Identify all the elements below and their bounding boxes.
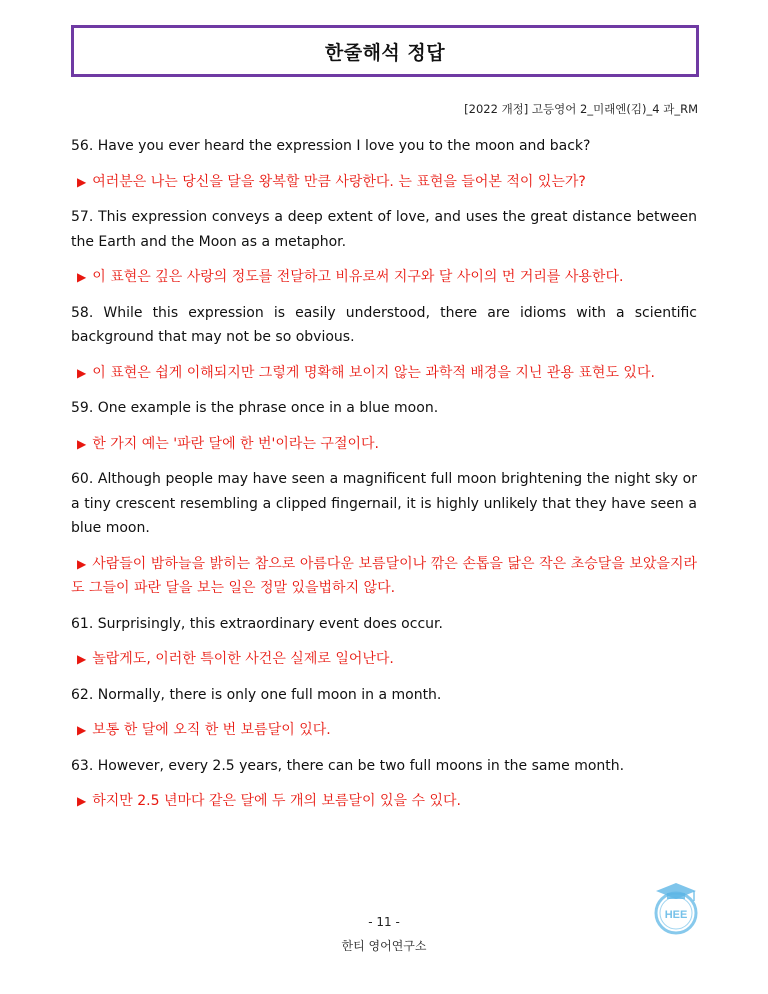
footer-organization: 한티 영어연구소 xyxy=(341,939,427,953)
arrow-icon: ▶ xyxy=(77,270,87,284)
list-item xyxy=(71,134,697,194)
translation-text: 사람들이 밤하늘을 밝히는 참으로 아름다운 보름달이나 깎은 손톱을 닮은 작은 초승달을 보았을지라도 그들이 파란 달을 보는 일은 정말 있을법하지 않다. xyxy=(71,555,697,596)
korean-translation xyxy=(71,361,697,386)
page-title: 한줄해석 정답 xyxy=(324,41,446,64)
korean-translation xyxy=(71,265,697,290)
list-item xyxy=(71,396,697,456)
arrow-icon: ▶ xyxy=(77,365,87,380)
english-sentence: 58. While this expression is easily understood, there are idioms with a scientific background that may not be so obvious. xyxy=(71,304,697,345)
arrow-icon: ▶ xyxy=(77,652,87,666)
translation-text: 이 표현은 쉽게 이해되지만 그렇게 명확해 보이지 않는 과학적 배경을 지닌 관용 표현도 있다. xyxy=(92,364,655,381)
arrow-icon: ▶ xyxy=(77,436,87,451)
korean-translation xyxy=(71,552,697,601)
list-item xyxy=(71,612,697,672)
korean-translation xyxy=(71,432,697,457)
korean-translation xyxy=(71,647,697,672)
english-sentence: 61. Surprisingly, this extraordinary event does occur. xyxy=(71,615,443,632)
translation-text: 하지만 2.5 년마다 같은 달에 두 개의 보름달이 있을 수 있다. xyxy=(92,793,461,809)
list-item xyxy=(71,301,697,386)
translation-text: 놀랍게도, 이러한 특이한 사건은 실제로 일어난다. xyxy=(92,651,394,667)
translation-text: 보통 한 달에 오직 한 번 보름달이 있다. xyxy=(92,722,331,738)
list-item xyxy=(71,754,697,814)
english-sentence: 63. However, every 2.5 years, there can be two full moons in the same month. xyxy=(71,757,625,774)
course-subtitle: [2022 개정] 고등영어 2_미래엔(김)_4 과_RM xyxy=(464,102,698,116)
english-sentence: 60. Although people may have seen a magnificent full moon brightening the night sky or a tiny crescent resembling a clipped fingernail, it is highly unlikely that they have seen a blue moon. xyxy=(71,471,697,536)
english-sentence: 56. Have you ever heard the expression I love you to the moon and back? xyxy=(71,138,591,154)
arrow-icon: ▶ xyxy=(77,174,87,189)
translation-text: 이 표현은 깊은 사랑의 정도를 전달하고 비유로써 지구와 달 사이의 먼 거리를 사용한다. xyxy=(92,269,624,285)
translation-text: 여러분은 나는 당신을 달을 왕복할 만큼 사랑한다. 는 표현을 들어본 적이 있는가? xyxy=(92,173,586,190)
korean-translation xyxy=(71,718,697,743)
title-box xyxy=(71,25,699,77)
arrow-icon: ▶ xyxy=(77,556,87,571)
korean-translation xyxy=(71,170,697,195)
arrow-icon: ▶ xyxy=(77,723,87,737)
logo-text: HEE xyxy=(664,909,688,921)
list-item xyxy=(71,205,697,290)
list-item xyxy=(71,683,697,743)
sentence-list xyxy=(71,134,697,814)
page-number: - 11 - xyxy=(368,915,400,929)
list-item xyxy=(71,467,697,601)
english-sentence: 57. This expression conveys a deep extent of love, and uses the great distance between the Earth and the Moon as a metaphor. xyxy=(71,209,697,250)
translation-text: 한 가지 예는 '파란 달에 한 번'이라는 구절이다. xyxy=(92,435,379,452)
english-sentence: 59. One example is the phrase once in a blue moon. xyxy=(71,400,439,416)
english-sentence: 62. Normally, there is only one full moon in a month. xyxy=(71,686,442,703)
korean-translation xyxy=(71,789,697,814)
arrow-icon: ▶ xyxy=(77,794,87,808)
